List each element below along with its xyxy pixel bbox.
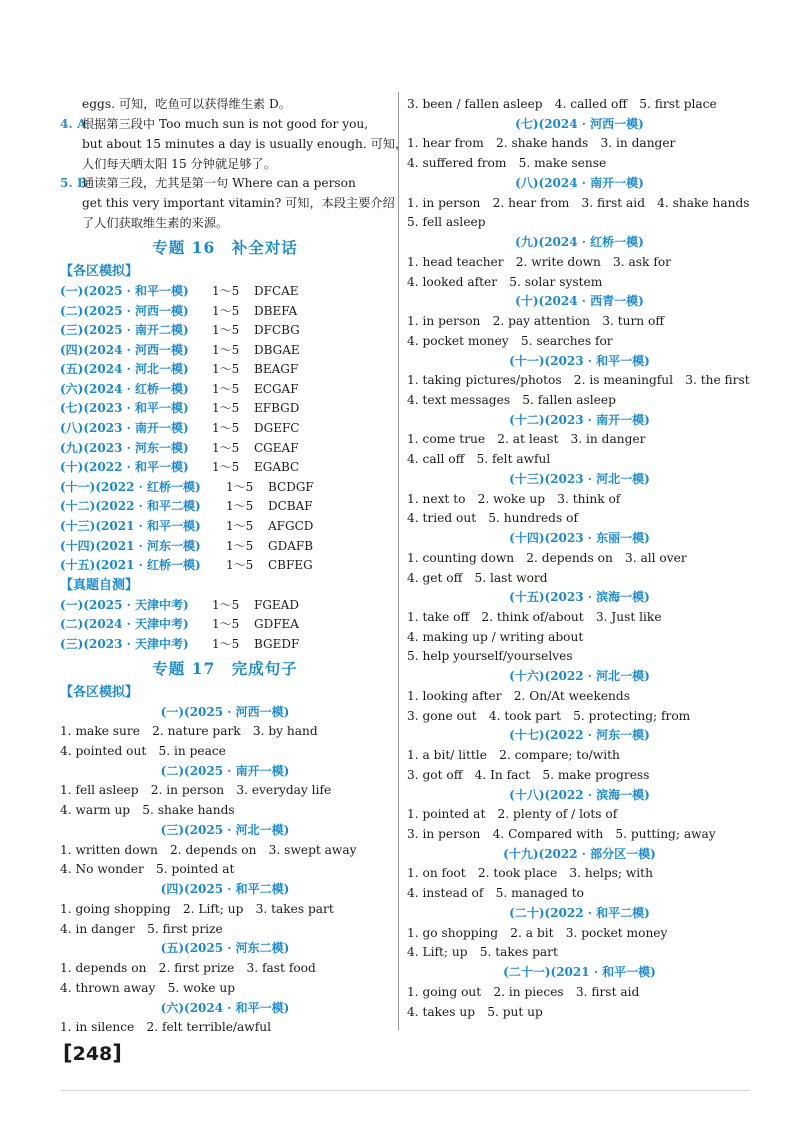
question-range: 1～5 [226,538,254,553]
answer-line: 4. warm up 5. shake hands [60,803,235,818]
question-number: 4. A [60,116,87,131]
answer-line: 1. in silence 2. felt terrible/awful [60,1020,271,1035]
exam-source-heading: (二)(2025 · 南开一模) [160,763,290,778]
answer-line: 5. help yourself/yourselves [407,649,573,664]
answer-line: 4. No wonder 5. pointed at [60,862,235,877]
question-range: 1～5 [212,362,240,377]
answer-line: 1. going out 2. in pieces 3. first aid [407,984,640,999]
exam-source: (一)(2025 · 和平一模) [60,283,189,298]
answer-letters: DBEFA [254,303,298,318]
answer-letters: BGEDF [254,637,300,651]
answer-line: 1. fell asleep 2. in person 3. everyday life [60,783,332,798]
explanation-line [60,194,395,214]
explanation-line [60,115,390,135]
answer-line: 4. in danger 5. first prize [60,921,223,936]
topic17-title: 专题 17 完成句子 [152,658,298,678]
answer-line: 4. making up / writing about [407,629,584,644]
question-range: 1～5 [226,558,254,573]
topic16-mock-header: 【各区模拟】 [60,263,139,279]
answer-line: 4. pointed out 5. in peace [60,743,226,758]
answer-row [60,419,390,439]
answer-line: 4. pocket money 5. searches for [407,333,613,348]
answer-line: 1. take off 2. think of/about 3. Just like [407,609,662,624]
answer-line: 4. text messages 5. fallen asleep [407,392,616,407]
answer-letters: ECGAF [254,381,299,396]
topic17-mock-header: 【各区模拟】 [60,684,139,700]
question-range: 1～5 [212,283,240,298]
explanation-line [60,135,408,155]
explanation-line [60,155,390,175]
question-range: 1～5 [212,323,240,338]
answer-row [60,478,390,498]
exam-source: (十二)(2022 · 和平二模) [60,499,201,514]
exam-source-heading: (十三)(2023 · 河北一模) [509,471,650,486]
answer-letters: GDFEA [254,617,299,632]
exam-source-heading: (十二)(2023 · 南开一模) [509,412,650,427]
answer-line: 1. depends on 2. first prize 3. fast food [60,960,316,975]
exam-source: (一)(2025 · 天津中考) [60,597,189,612]
answer-line: 4. call off 5. felt awful [407,452,551,467]
exam-source-heading: (十一)(2023 · 和平一模) [509,353,650,368]
answer-row [60,497,390,517]
answer-row [60,399,390,419]
exam-source-heading: (三)(2025 · 河北一模) [160,822,290,837]
answer-letters: FGEAD [254,597,299,612]
question-range: 1～5 [226,479,254,494]
explanation-text: 根据第三段中 Too much sun is not good for you, [82,116,369,131]
answer-line: 1. hear from 2. shake hands 3. in danger [407,136,676,151]
question-range: 1～5 [212,617,240,632]
answer-letters: GDAFB [268,538,314,553]
answer-letters: DCBAF [268,499,313,514]
answer-row [60,615,390,635]
exam-source: (五)(2024 · 河北一模) [60,362,189,377]
answer-line: 1. going shopping 2. Lift; up 3. takes part [60,901,334,916]
answer-line: 1. a bit/ little 2. compare; to/with [407,748,620,763]
exam-source-heading: (一)(2025 · 河西一模) [160,704,290,719]
bottom-rule [60,1090,750,1091]
answer-line: 4. looked after 5. solar system [407,274,603,289]
question-range: 1～5 [212,381,240,396]
answer-row [60,556,390,576]
answer-line: 1. taking pictures/photos 2. is meaningful 3. the first [407,373,750,388]
answer-letters: EGABC [254,460,300,475]
answer-line: 1. head teacher 2. write down 3. ask for [407,254,671,269]
question-number: 5. B [60,176,88,191]
answer-line: 4. Lift; up 5. takes part [407,945,558,960]
exam-source-heading: (十八)(2022 · 滨海一模) [509,787,650,802]
topic16-mock-answers [60,282,390,576]
question-range: 1～5 [212,421,240,436]
exam-source-heading: (五)(2025 · 河东二模) [160,941,290,956]
answer-line: 3. in person 4. Compared with 5. putting; away [407,827,716,842]
exam-source: (十五)(2021 · 红桥一模) [60,558,201,573]
answer-letters: CBFEG [268,558,313,573]
answer-line: 3. gone out 4. took part 5. protecting; from [407,708,691,723]
answer-row [60,321,390,341]
exam-source-heading: (七)(2024 · 河西一模) [515,116,644,131]
exam-source-heading: (十九)(2022 · 部分区一模) [503,846,656,861]
exam-source-heading: (四)(2025 · 和平二模) [160,882,290,897]
exam-source: (四)(2024 · 河西一模) [60,342,189,357]
explanation-text: 通读第三段，尤其是第一句 Where can a person [82,176,356,191]
exam-source: (六)(2024 · 红桥一模) [60,381,189,396]
question-range: 1～5 [226,519,254,534]
answer-line: 4. instead of 5. managed to [407,886,584,901]
exam-source-heading: (十六)(2022 · 河北一模) [509,669,650,684]
right-column [407,95,752,1022]
exam-source-heading: (二十一)(2021 · 和平一模) [503,965,656,980]
left-column [60,95,408,1038]
topic17-right-answers [407,115,752,1023]
answer-line: 4. suffered from 5. make sense [407,156,607,171]
answer-line: 1. next to 2. woke up 3. think of [407,491,621,506]
answer-letters: DFCAE [254,283,299,298]
answer-line: 5. fell asleep [407,215,486,230]
exam-source: (十一)(2022 · 红桥一模) [60,479,201,494]
exam-source: (二)(2025 · 河西一模) [60,303,189,318]
exam-source: (十)(2022 · 和平一模) [60,460,189,475]
answer-line: 1. in person 2. hear from 3. first aid 4. shake hands [407,195,750,210]
explanation-line [60,174,390,194]
exam-source: (七)(2023 · 和平一模) [60,401,189,416]
answer-row [60,537,390,557]
answer-line: 1. make sure 2. nature park 3. by hand [60,724,318,739]
answer-row [60,517,390,537]
answer-row [60,360,390,380]
answer-letters: DBGAE [254,342,300,357]
exam-source: (十四)(2021 · 河东一模) [60,538,201,553]
answer-line: 1. written down 2. depends on 3. swept away [60,842,357,857]
answer-row [60,458,390,478]
column-divider [398,92,399,1030]
question-range: 1～5 [212,597,240,612]
exam-source-heading: (十五)(2023 · 滨海一模) [509,590,650,605]
exam-source: (三)(2023 · 天津中考) [60,637,189,651]
answer-line: 1. on foot 2. took place 3. helps; with [407,866,653,881]
answer-line: 4. thrown away 5. woke up [60,980,235,995]
answer-line: 3. got off 4. In fact 5. make progress [407,767,650,782]
exam-source: (八)(2023 · 南开一模) [60,421,189,436]
answer-letters: BCDGF [268,479,314,494]
answer-line: 1. pointed at 2. plenty of / lots of [407,807,618,822]
exam-source-heading: (十)(2024 · 西青一模) [515,294,644,309]
answer-row [60,439,390,459]
exam-source-heading: (二十)(2022 · 和平二模) [509,906,650,921]
answer-row [60,341,390,361]
exam-source-heading: (九)(2024 · 红桥一模) [515,235,644,250]
answer-letters: DGEFC [254,421,300,436]
explanation-text: eggs. 可知，吃鱼可以获得维生素 D。 [82,97,291,111]
exam-source: (二)(2024 · 天津中考) [60,617,189,632]
question-range: 1～5 [212,401,240,416]
page-number: [248] [63,1041,122,1065]
exam-source: (三)(2025 · 南开二模) [60,323,189,338]
answer-line: 1. counting down 2. depends on 3. all over [407,550,687,565]
exam-source-heading: (十四)(2023 · 东丽一模) [509,531,650,546]
topic16-title: 专题 16 补全对话 [152,237,298,257]
answer-letters: AFGCD [268,519,314,534]
question-range: 1～5 [226,499,254,514]
exam-source: (九)(2023 · 河东一模) [60,440,189,455]
answer-row [60,282,390,302]
answer-line: 4. get off 5. last word [407,570,548,585]
answer-line: 1. looking after 2. On/At weekends [407,688,630,703]
explanation-line [60,214,390,234]
answer-row [60,302,390,322]
answer-row [60,635,390,655]
answer-line: 1. come true 2. at least 3. in danger [407,432,646,447]
question-range: 1～5 [212,637,240,651]
explanation-text: get this very important vitamin? 可知，本段主要介绍 [82,196,395,211]
answer-line: 3. been / fallen asleep 4. called off 5. first place [407,97,717,111]
explanation-text: 了人们获取维生素的来源。 [82,216,229,231]
answer-line: 1. in person 2. pay attention 3. turn off [407,313,665,328]
topic16-real-header: 【真题自测】 [60,577,139,593]
answer-row [60,380,390,400]
topic17-left-answers [60,703,390,1038]
answer-letters: CGEAF [254,440,299,455]
exam-source-heading: (八)(2024 · 南开一模) [515,175,644,190]
question-range: 1～5 [212,460,240,475]
exam-source-heading: (六)(2024 · 和平一模) [160,1000,290,1015]
answer-line: 4. tried out 5. hundreds of [407,511,578,526]
answer-letters: EFBGD [254,401,300,416]
explanation-line [60,95,390,115]
question-range: 1～5 [212,440,240,455]
explanation-text: but about 15 minutes a day is usually enough. 可知， [82,136,408,151]
question-range: 1～5 [212,303,240,318]
topic16-real-answers [60,596,390,655]
question-range: 1～5 [212,342,240,357]
answer-letters: DFCBG [254,323,300,338]
exam-source-heading: (十七)(2022 · 河东一模) [509,728,650,743]
answer-letters: BEAGF [254,362,299,377]
reading-explanations [60,95,408,234]
exam-source: (十三)(2021 · 和平一模) [60,519,201,534]
answer-line: 4. takes up 5. put up [407,1004,543,1019]
answer-row [60,596,390,616]
explanation-text: 人们每天晒太阳 15 分钟就足够了。 [82,156,276,171]
answer-line: 1. go shopping 2. a bit 3. pocket money [407,925,668,940]
